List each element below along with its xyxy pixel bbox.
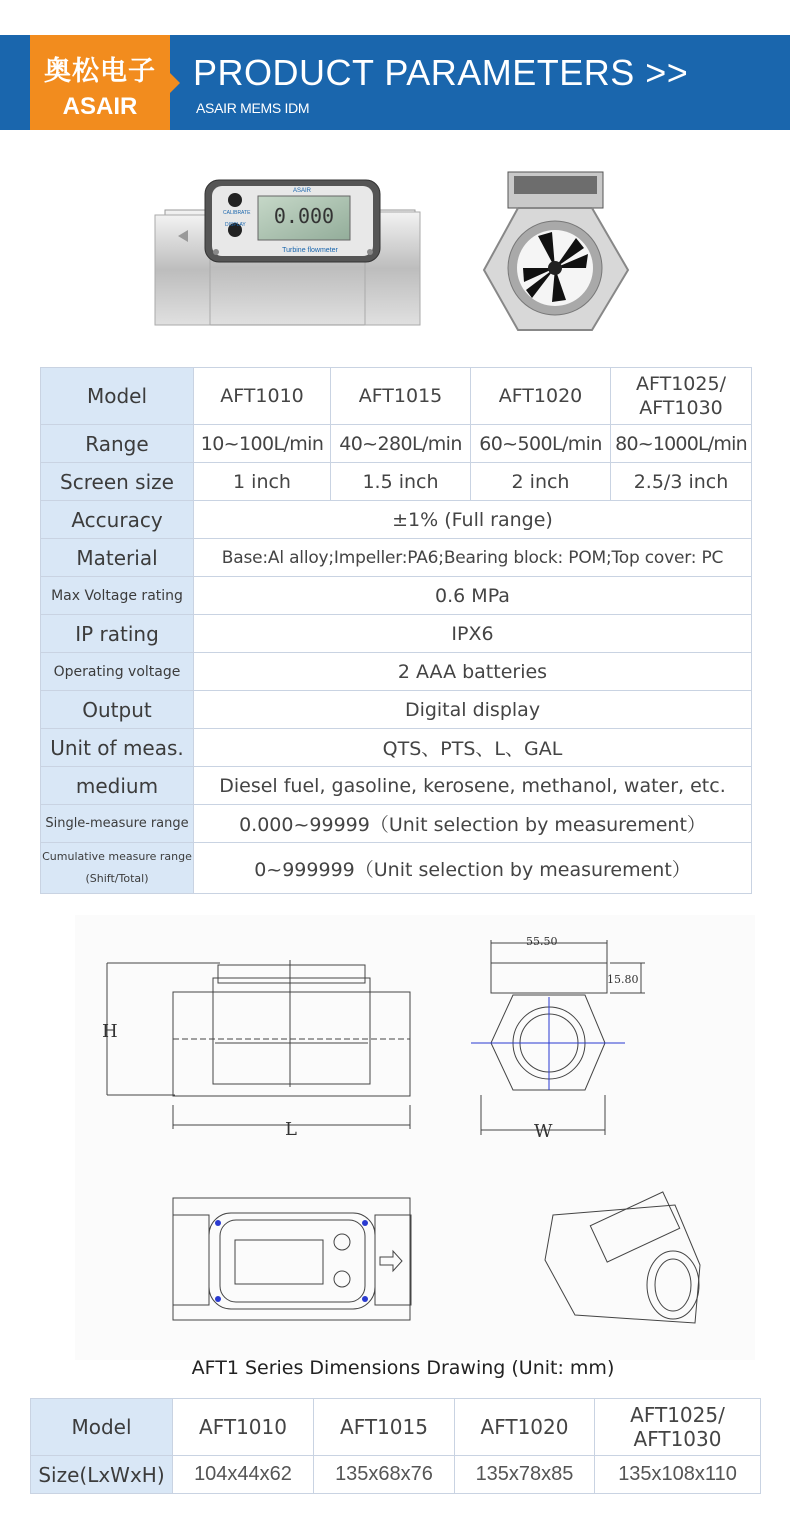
dim-label-w: W	[534, 1121, 553, 1142]
page-subtitle: ASAIR MEMS IDM	[196, 100, 310, 116]
screen-size-cell: 2.5/3 inch	[611, 463, 752, 501]
screen-size-cell: 2 inch	[471, 463, 611, 501]
param-value: 0.000~99999（Unit selection by measurement）	[194, 805, 752, 843]
dim-side-value: 15.80	[607, 973, 639, 986]
param-value: Digital display	[194, 691, 752, 729]
model-cell-line: AFT1025/	[636, 373, 726, 395]
param-label: IP rating	[41, 615, 194, 653]
param-label: Single-measure range	[41, 805, 194, 843]
dimension-drawing	[75, 915, 755, 1360]
range-cell: 60~500L/min	[471, 425, 611, 463]
cumulative-label	[41, 843, 194, 894]
photo-readout: 0.000	[273, 204, 335, 228]
screen-size-cell: 1 inch	[194, 463, 331, 501]
param-value: Base:Al alloy;Impeller:PA6;Bearing block: POM;Top cover: PC	[194, 539, 752, 577]
size-model-cell: AFT1015	[314, 1399, 455, 1456]
param-label: Material	[41, 539, 194, 577]
range-cell: 40~280L/min	[331, 425, 471, 463]
brand-logo	[30, 35, 170, 130]
dim-top-value: 55.50	[526, 935, 558, 948]
param-label: Max Voltage rating	[41, 577, 194, 615]
cumulative-label-line: Cumulative measure range	[42, 850, 192, 863]
size-model-cell: AFT1010	[173, 1399, 314, 1456]
param-label: Operating voltage	[41, 653, 194, 691]
size-model-line: AFT1025/	[630, 1403, 725, 1427]
param-value: QTS、PTS、L、GAL	[194, 729, 752, 767]
param-label: Accuracy	[41, 501, 194, 539]
param-label: Unit of meas.	[41, 729, 194, 767]
range-header: Range	[41, 425, 194, 463]
logo-english: ASAIR	[62, 93, 138, 120]
logo-pointer	[170, 73, 180, 93]
range-cell: 80~1000L/min	[611, 425, 752, 463]
flowmeter-end-photo	[480, 170, 630, 335]
model-header: Model	[41, 368, 194, 425]
cumulative-label-sub: (Shift/Total)	[85, 872, 149, 885]
model-cell: AFT1015	[331, 368, 471, 425]
param-label: Output	[41, 691, 194, 729]
model-cell	[611, 368, 752, 425]
size-header: Size(LxWxH)	[31, 1456, 173, 1494]
model-cell: AFT1020	[471, 368, 611, 425]
dim-label-h: H	[102, 1021, 118, 1042]
size-model-header: Model	[31, 1399, 173, 1456]
size-value: 135x68x76	[314, 1456, 455, 1494]
size-model-line: AFT1030	[633, 1427, 722, 1451]
flowmeter-front-photo	[150, 170, 430, 340]
model-cell: AFT1010	[194, 368, 331, 425]
param-value: Diesel fuel, gasoline, kerosene, methanol, water, etc.	[194, 767, 752, 805]
size-table	[30, 1398, 761, 1494]
page-title: PRODUCT PARAMETERS >>	[193, 52, 689, 93]
drawing-caption: AFT1 Series Dimensions Drawing (Unit: mm)	[191, 1357, 615, 1379]
cumulative-value: 0~999999（Unit selection by measurement）	[194, 843, 752, 894]
photo-button-display: DISPLAY	[225, 222, 246, 228]
photo-label: Turbine flowmeter	[282, 247, 338, 254]
param-value: 0.6 MPa	[194, 577, 752, 615]
param-value: 2 AAA batteries	[194, 653, 752, 691]
size-value: 104x44x62	[173, 1456, 314, 1494]
screen-size-header: Screen size	[41, 463, 194, 501]
size-value: 135x78x85	[455, 1456, 595, 1494]
param-value: IPX6	[194, 615, 752, 653]
size-model-cell	[595, 1399, 761, 1456]
dim-label-l: L	[285, 1119, 297, 1140]
model-cell-line: AFT1030	[639, 397, 723, 419]
size-value: 135x108x110	[595, 1456, 761, 1494]
screen-size-cell: 1.5 inch	[331, 463, 471, 501]
parameters-table	[40, 367, 752, 894]
range-cell: 10~100L/min	[194, 425, 331, 463]
size-model-cell: AFT1020	[455, 1399, 595, 1456]
photo-brand: ASAIR	[292, 188, 312, 194]
logo-chinese: 奥松电子	[44, 56, 156, 87]
photo-button-calibrate: CALIBRATE	[223, 210, 251, 216]
param-value: ±1% (Full range)	[194, 501, 752, 539]
param-label: medium	[41, 767, 194, 805]
